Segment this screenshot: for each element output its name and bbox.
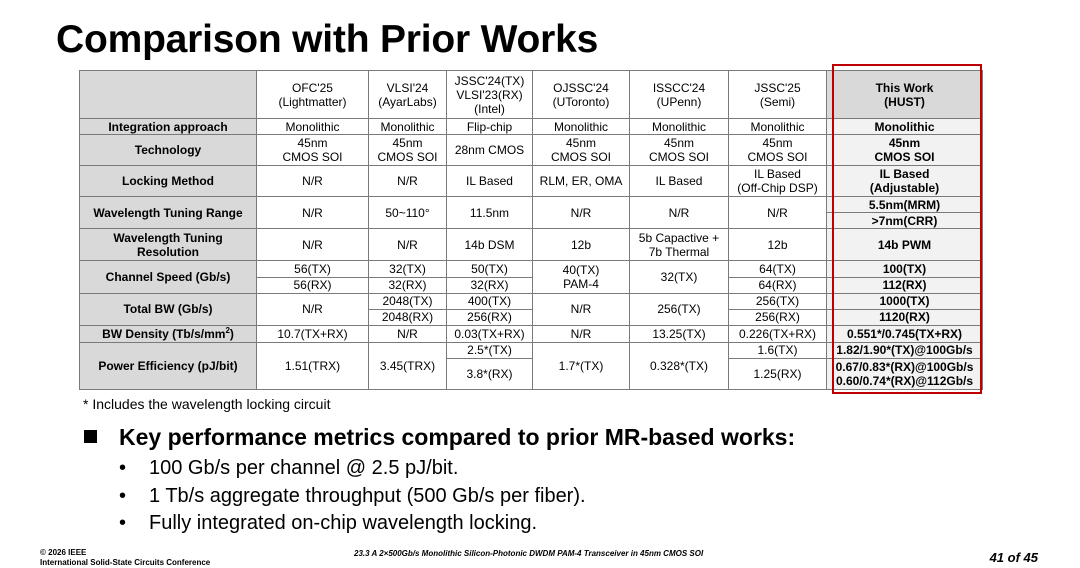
cell-jssc24: 14b DSM (447, 229, 533, 261)
row-label: Integration approach (80, 119, 257, 135)
cell-ojssc24: 1.7*(TX) (533, 342, 630, 389)
cell-jssc25: IL Based (Off-Chip DSP) (729, 166, 827, 197)
cell-ofc25: N/R (257, 293, 369, 325)
page-number: 41 of 45 (989, 550, 1038, 565)
cell-ojssc24: RLM, ER, OMA (533, 166, 630, 197)
bw-density-label-sup: 2 (225, 325, 230, 335)
key-metrics-text: Key performance metrics compared to prior MR-based works: (119, 424, 796, 450)
bullet-dot-icon: • (119, 512, 127, 534)
footer-paper-title: 23.3 A 2×500Gb/s Monolithic Silicon-Photonic DWDM PAM-4 Transceiver in 45nm CMOS SOI (354, 549, 704, 558)
cell-isscc24: 45nm CMOS SOI (630, 135, 729, 166)
cell-this-work: 14b PWM (827, 229, 983, 261)
cell-jssc24: 11.5nm (447, 197, 533, 229)
row-total-bw (80, 293, 983, 309)
cell-isscc24: 5b Capactive + 7b Thermal (630, 229, 729, 261)
bw-density-label: BW Density (Tb/s/mm (102, 326, 226, 341)
bullet-dot-icon: • (119, 457, 127, 479)
cell-isscc24: 256(TX) (630, 293, 729, 325)
row-label: Wavelength Tuning Resolution (80, 229, 257, 261)
cell-jssc25: 0.226(TX+RX) (729, 325, 827, 342)
cell-vlsi24-rx: 32(RX) (369, 277, 447, 293)
row-bw-density (80, 325, 983, 342)
cell-ofc25-rx: 56(RX) (257, 277, 369, 293)
cell-jssc24-rx: 3.8*(RX) (447, 358, 533, 389)
row-power-efficiency (80, 342, 983, 358)
key-metrics-heading (84, 424, 795, 451)
cell-jssc25-rx: 64(RX) (729, 277, 827, 293)
cell-ojssc24: N/R (533, 197, 630, 229)
row-label: Wavelength Tuning Range (80, 197, 257, 229)
bullet-dot-icon: • (119, 484, 127, 507)
cell-jssc25-rx: 256(RX) (729, 309, 827, 325)
cell-isscc24: 32(TX) (630, 261, 729, 293)
cell-jssc25: 12b (729, 229, 827, 261)
row-label: Power Efficiency (pJ/bit) (80, 342, 257, 389)
cell-ojssc24: 40(TX) PAM-4 (533, 261, 630, 293)
cell-ofc25: 10.7(TX+RX) (257, 325, 369, 342)
comparison-table (79, 70, 983, 390)
cell-vlsi24: Monolithic (369, 119, 447, 135)
bullet-list (119, 455, 586, 538)
bullet-text: Fully integrated on-chip wavelength locking. (149, 512, 537, 534)
cell-ofc25: N/R (257, 229, 369, 261)
cell-jssc25-tx: 64(TX) (729, 261, 827, 277)
cell-isscc24: N/R (630, 197, 729, 229)
cell-ojssc24: N/R (533, 325, 630, 342)
header-this-work: This Work (HUST) (827, 71, 983, 119)
cell-vlsi24-rx: 2048(RX) (369, 309, 447, 325)
header-jssc25: JSSC'25 (Semi) (729, 71, 827, 119)
cell-jssc24-tx: 400(TX) (447, 293, 533, 309)
cell-ojssc24: N/R (533, 293, 630, 325)
footer-copyright: © 2026 IEEE (40, 548, 87, 557)
cell-vlsi24: 50~110° (369, 197, 447, 229)
cell-vlsi24: 3.45(TRX) (369, 342, 447, 389)
cell-jssc25-tx: 256(TX) (729, 293, 827, 309)
footer-conference: International Solid-State Circuits Conference (40, 558, 211, 567)
cell-this-work-tx: 1000(TX) (827, 293, 983, 309)
header-row (80, 71, 983, 119)
cell-jssc25-rx: 1.25(RX) (729, 358, 827, 389)
cell-jssc24-rx: 256(RX) (447, 309, 533, 325)
cell-vlsi24: 45nm CMOS SOI (369, 135, 447, 166)
cell-this-work-tx: 1.82/1.90*(TX)@100Gb/s (827, 342, 983, 358)
cell-this-work-tx: 100(TX) (827, 261, 983, 277)
header-corner-cell (80, 71, 257, 119)
cell-jssc25: N/R (729, 197, 827, 229)
cell-ofc25: 1.51(TRX) (257, 342, 369, 389)
row-tuning-resolution (80, 229, 983, 261)
cell-jssc24: 28nm CMOS (447, 135, 533, 166)
cell-vlsi24-tx: 32(TX) (369, 261, 447, 277)
cell-ojssc24: 12b (533, 229, 630, 261)
square-bullet-icon (84, 430, 97, 443)
cell-isscc24: 0.328*(TX) (630, 342, 729, 389)
row-locking-method (80, 166, 983, 197)
cell-jssc25-tx: 1.6(TX) (729, 342, 827, 358)
footnote: * Includes the wavelength locking circuit (83, 396, 331, 412)
slide-title: Comparison with Prior Works (56, 18, 599, 61)
cell-this-work: 0.551*/0.745(TX+RX) (827, 325, 983, 342)
cell-this-work-rx: 1120(RX) (827, 309, 983, 325)
cell-jssc24: IL Based (447, 166, 533, 197)
header-vlsi24: VLSI'24 (AyarLabs) (369, 71, 447, 119)
list-item (119, 483, 586, 511)
cell-ofc25: N/R (257, 166, 369, 197)
cell-this-work: Monolithic (827, 119, 983, 135)
row-label: Channel Speed (Gb/s) (80, 261, 257, 293)
cell-ofc25: N/R (257, 197, 369, 229)
cell-jssc24: Flip-chip (447, 119, 533, 135)
cell-this-work: IL Based (Adjustable) (827, 166, 983, 197)
list-item (119, 510, 586, 538)
row-tuning-range (80, 197, 983, 213)
cell-vlsi24: N/R (369, 229, 447, 261)
cell-ofc25: 45nm CMOS SOI (257, 135, 369, 166)
bullet-text: 100 Gb/s per channel @ 2.5 pJ/bit. (149, 457, 459, 479)
cell-jssc25: Monolithic (729, 119, 827, 135)
header-ofc25: OFC'25 (Lightmatter) (257, 71, 369, 119)
cell-jssc25: 45nm CMOS SOI (729, 135, 827, 166)
bullet-text: 1 Tb/s aggregate throughput (500 Gb/s per fiber). (149, 484, 586, 507)
row-label: Locking Method (80, 166, 257, 197)
cell-vlsi24-tx: 2048(TX) (369, 293, 447, 309)
cell-isscc24: IL Based (630, 166, 729, 197)
cell-ojssc24: 45nm CMOS SOI (533, 135, 630, 166)
cell-jssc24-tx: 50(TX) (447, 261, 533, 277)
cell-this-work-mrm: 5.5nm(MRM) (827, 197, 983, 213)
cell-ojssc24: Monolithic (533, 119, 630, 135)
cell-vlsi24: N/R (369, 325, 447, 342)
cell-vlsi24: N/R (369, 166, 447, 197)
cell-ofc25: Monolithic (257, 119, 369, 135)
header-jssc24: JSSC'24(TX) VLSI'23(RX) (Intel) (447, 71, 533, 119)
header-isscc24: ISSCC'24 (UPenn) (630, 71, 729, 119)
cell-isscc24: 13.25(TX) (630, 325, 729, 342)
cell-ofc25-tx: 56(TX) (257, 261, 369, 277)
cell-jssc24: 0.03(TX+RX) (447, 325, 533, 342)
row-label: Technology (80, 135, 257, 166)
row-integration (80, 119, 983, 135)
row-technology (80, 135, 983, 166)
footer-copyright-block (40, 548, 210, 568)
cell-this-work-rx: 0.67/0.83*(RX)@100Gb/s 0.60/0.74*(RX)@112Gb/s (827, 358, 983, 389)
cell-this-work-crr: >7nm(CRR) (827, 213, 983, 229)
cell-jssc24-tx: 2.5*(TX) (447, 342, 533, 358)
bw-density-label-end: ) (229, 326, 234, 341)
row-channel-speed (80, 261, 983, 277)
cell-this-work: 45nm CMOS SOI (827, 135, 983, 166)
header-ojssc24: OJSSC'24 (UToronto) (533, 71, 630, 119)
cell-isscc24: Monolithic (630, 119, 729, 135)
cell-this-work-rx: 112(RX) (827, 277, 983, 293)
cell-jssc24-rx: 32(RX) (447, 277, 533, 293)
row-label: Total BW (Gb/s) (80, 293, 257, 325)
row-label (80, 325, 257, 342)
list-item (119, 455, 586, 483)
